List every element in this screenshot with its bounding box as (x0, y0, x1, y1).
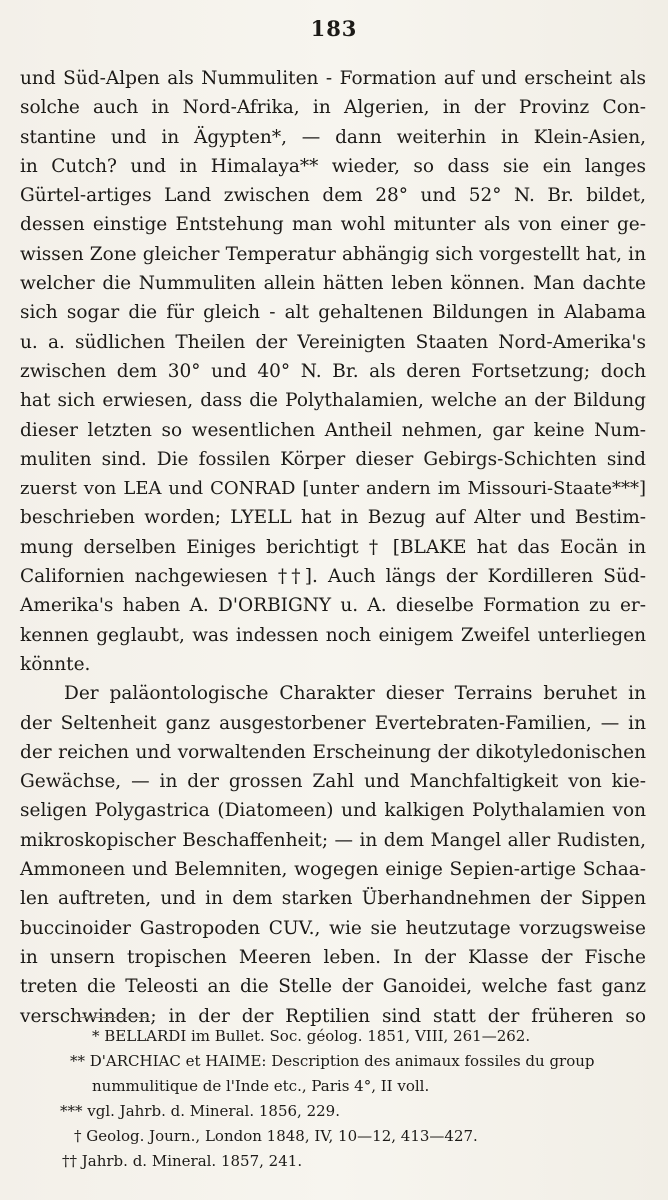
footnote: †† Jahrb. d. Mineral. 1857, 241. (62, 1152, 303, 1170)
text-line: mikroskopischer Beschaffenheit; — in dem Mangel aller Rudisten, (20, 829, 646, 851)
footnote: * BELLARDI im Bullet. Soc. géolog. 1851, VIII, 261—262. (92, 1027, 531, 1045)
text-line: dieser letzten so wesentlichen Antheil nehmen, gar keine Num- (20, 419, 646, 441)
text-line: der reichen und vorwaltenden Erscheinung der dikotyledonischen (20, 741, 646, 763)
text-line: beschrieben worden; LYELL hat in Bezug auf Alter und Bestim- (20, 507, 646, 529)
text-line: Californien nachgewiesen ††]. Auch längs der Kordilleren Süd- (20, 566, 646, 588)
text-line: zuerst von LEA und CONRAD [unter andern im Missouri-Staate***] (20, 478, 646, 500)
text-line: wissen Zone gleicher Temperatur abhängig sich vorgestellt hat, in (20, 243, 646, 265)
text-line: verschwinden; in der der Reptilien sind statt der früheren so (20, 1005, 646, 1027)
body-text (20, 64, 646, 1031)
footnote: *** vgl. Jahrb. d. Mineral. 1856, 229. (60, 1102, 340, 1120)
page-number: 183 (310, 16, 358, 41)
footnote-continuation: nummulitique de l'Inde etc., Paris 4°, II voll. (92, 1077, 430, 1095)
text-line: sich sogar die für gleich - alt gehaltenen Bildungen in Alabama (20, 302, 646, 324)
text-line: in Cutch? und in Himalaya** wieder, so dass sie ein langes (20, 155, 646, 177)
text-line: und Süd-Alpen als Nummuliten - Formation auf und erscheint als (20, 68, 646, 89)
text-line: mung derselben Einiges berichtigt † [BLAKE hat das Eocän in (20, 536, 646, 558)
text-line: Gürtel-artiges Land zwischen dem 28° und 52° N. Br. bildet, (20, 185, 646, 207)
paragraph-start-line: Der paläontologische Charakter dieser Terrains beruhet in (64, 683, 646, 705)
text-line: u. a. südlichen Theilen der Vereinigten Staaten Nord-Amerika's (20, 331, 646, 353)
text-line: Ammoneen und Belemniten, wogegen einige Sepien-artige Schaa- (20, 859, 646, 881)
paragraph-end-line: könnte. (20, 653, 91, 675)
text-line: zwischen dem 30° und 40° N. Br. als deren Fortsetzung; doch (20, 360, 646, 382)
footnote: ** D'ARCHIAC et HAIME: Description des animaux fossiles du group (70, 1052, 595, 1070)
text-line: Amerika's haben A. D'ORBIGNY u. A. dieselbe Formation zu er- (20, 595, 646, 617)
text-line: in unsern tropischen Meeren leben. In der Klasse der Fische (20, 946, 646, 968)
text-line: dessen einstige Entstehung man wohl mitunter als von einer ge- (20, 214, 646, 236)
text-line: seligen Polygastrica (Diatomeen) und kalkigen Polythalamien von (20, 800, 646, 822)
text-line: hat sich erwiesen, dass die Polythalamien, welche an der Bildung (20, 390, 646, 412)
text-line: der Seltenheit ganz ausgestorbener Evertebraten-Familien, — in (20, 712, 646, 734)
footnote: † Geolog. Journ., London 1848, IV, 10—12, 413—427. (74, 1127, 478, 1145)
text-line: buccinoider Gastropoden CUV., wie sie heutzutage vorzugsweise (20, 917, 646, 939)
footnote-divider (78, 1017, 148, 1018)
text-line: kennen geglaubt, was indessen noch einigem Zweifel unterliegen (20, 624, 646, 646)
text-line: Gewächse, — in der grossen Zahl und Manchfaltigkeit von kie- (20, 771, 646, 793)
text-line: treten die Teleosti an die Stelle der Ganoidei, welche fast ganz (20, 976, 646, 998)
text-line: len auftreten, und in dem starken Überhandnehmen der Sippen (20, 888, 646, 910)
text-line: welcher die Nummuliten allein hätten leben können. Man dachte (20, 273, 646, 295)
text-line: muliten sind. Die fossilen Körper dieser Gebirgs-Schichten sind (20, 448, 646, 470)
text-line: solche auch in Nord-Afrika, in Algerien, in der Provinz Con- (20, 97, 646, 119)
text-line: stantine und in Ägypten*, — dann weiterhin in Klein-Asien, (20, 126, 646, 148)
footnotes (0, 1024, 668, 1174)
